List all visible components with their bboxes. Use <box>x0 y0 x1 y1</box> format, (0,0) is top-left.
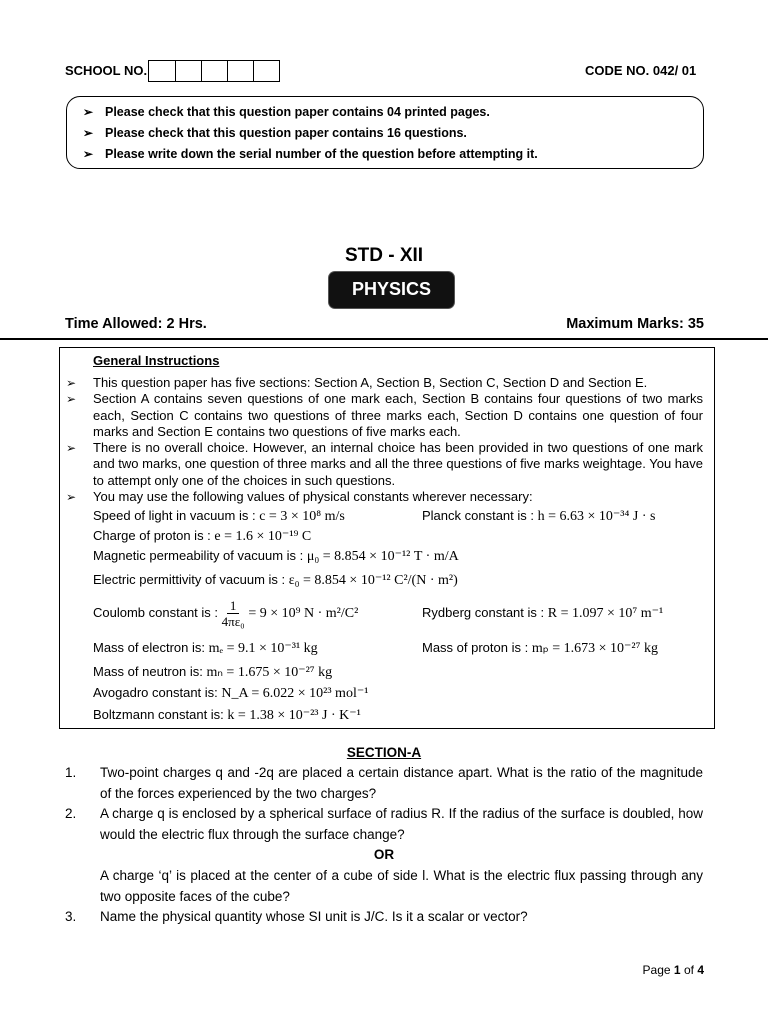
constant-coulomb: Coulomb constant is : $\frac{1}{\text{4πε₀}}$ = 9 × 10⁹ N · m²/C² <box>93 598 359 629</box>
instruction-item: ➢ Section A contains seven questions of one mark each, Section B contains four questions of two marks each, Section C contains two questions of three marks each, Section D contains one question of four marks and Section E contains two questions of five marks each. <box>66 391 703 439</box>
arrow-bullet-icon: ➢ <box>66 392 77 407</box>
constant-planck: Planck constant is : h = 6.63 × 10⁻³⁴ J · s <box>422 508 656 524</box>
question-number: 1. <box>65 765 77 780</box>
constant-neutron-mass: Mass of neutron is: mₙ = 1.675 × 10⁻²⁷ kg <box>93 664 333 680</box>
question-3: Name the physical quantity whose SI unit is J/C. Is it a scalar or vector? <box>100 909 528 924</box>
std-title: STD - XII <box>344 245 424 266</box>
school-no-boxes <box>148 60 280 82</box>
arrow-bullet-icon: ➢ <box>66 490 77 505</box>
instruction-item: ➢ There is no overall choice. However, an internal choice has been provided in two questions of one mark and two marks, one question of three marks and all the three questions of five marks weightage. You have to attempt only one of the choices in such questions. <box>66 440 703 488</box>
constant-avogadro: Avogadro constant is: N_A = 6.022 × 10²³ mol⁻¹ <box>93 685 369 701</box>
instructions-list <box>66 375 703 505</box>
question-2: A charge q is enclosed by a spherical surface of radius R. If the radius of the surface is doubled, how would the electric flux through the surface change? <box>100 806 703 842</box>
time-allowed: Time Allowed: 2 Hrs. <box>65 316 207 332</box>
notice-line: ➢ Please check that this question paper contains 16 questions. <box>83 125 467 140</box>
arrow-bullet-icon: ➢ <box>83 125 94 140</box>
question-number: 3. <box>65 909 77 924</box>
arrow-bullet-icon: ➢ <box>66 441 77 456</box>
constant-permittivity: Electric permittivity of vacuum is : ε₀ = 8.854 × 10⁻¹² C²/(N · m²) <box>93 572 458 588</box>
arrow-bullet-icon: ➢ <box>66 376 77 390</box>
code-no: CODE NO. 042/ 01 <box>585 63 697 78</box>
maximum-marks: Maximum Marks: 35 <box>566 316 704 332</box>
or-separator: OR <box>373 847 395 862</box>
constant-boltzmann: Boltzmann constant is: k = 1.38 × 10⁻²³ J · K⁻¹ <box>93 707 361 723</box>
arrow-bullet-icon: ➢ <box>83 146 94 161</box>
instruction-item: ➢ You may use the following values of physical constants wherever necessary: <box>66 489 533 505</box>
constant-light: Speed of light in vacuum is : c = 3 × 10⁸ m/s <box>93 508 345 524</box>
arrow-bullet-icon: ➢ <box>83 104 94 119</box>
school-no-label: SCHOOL NO. <box>65 63 148 78</box>
constant-proton-mass: Mass of proton is : mₚ = 1.673 × 10⁻²⁷ kg <box>422 640 658 656</box>
subject-title: PHYSICS <box>329 272 454 308</box>
divider <box>0 338 768 340</box>
question-2-alternative: A charge ‘q’ is placed at the center of a cube of side l. What is the electric flux passing through any two opposite faces of the cube? <box>100 868 703 904</box>
notice-box <box>66 96 704 169</box>
coulomb-fraction: $\frac{1}{\text{4πε₀}}$ <box>221 598 245 629</box>
instruction-item: ➢ This question paper has five sections: Section A, Section B, Section C, Section D and Section E. <box>66 375 648 390</box>
section-a-title: SECTION-A <box>346 745 422 760</box>
page-number: Page 1 of 4 <box>642 963 704 977</box>
notice-line: ➢ Please write down the serial number of the question before attempting it. <box>83 146 538 161</box>
constant-rydberg: Rydberg constant is : R = 1.097 × 10⁷ m⁻¹ <box>422 605 664 621</box>
constant-electron-mass: Mass of electron is: mₑ = 9.1 × 10⁻³¹ kg <box>93 640 318 656</box>
question-number: 2. <box>65 806 77 821</box>
instructions-title: General Instructions <box>93 353 220 368</box>
constant-proton-charge: Charge of proton is : e = 1.6 × 10⁻¹⁹ C <box>93 528 312 544</box>
notice-line: ➢ Please check that this question paper contains 04 printed pages. <box>83 104 490 119</box>
constant-permeability: Magnetic permeability of vacuum is : μ₀ = 8.854 × 10⁻¹² T · m/A <box>93 548 459 564</box>
question-1: Two-point charges q and -2q are placed a certain distance apart. What is the ratio of the magnitude of the forces experienced by the two charges? <box>100 765 703 801</box>
